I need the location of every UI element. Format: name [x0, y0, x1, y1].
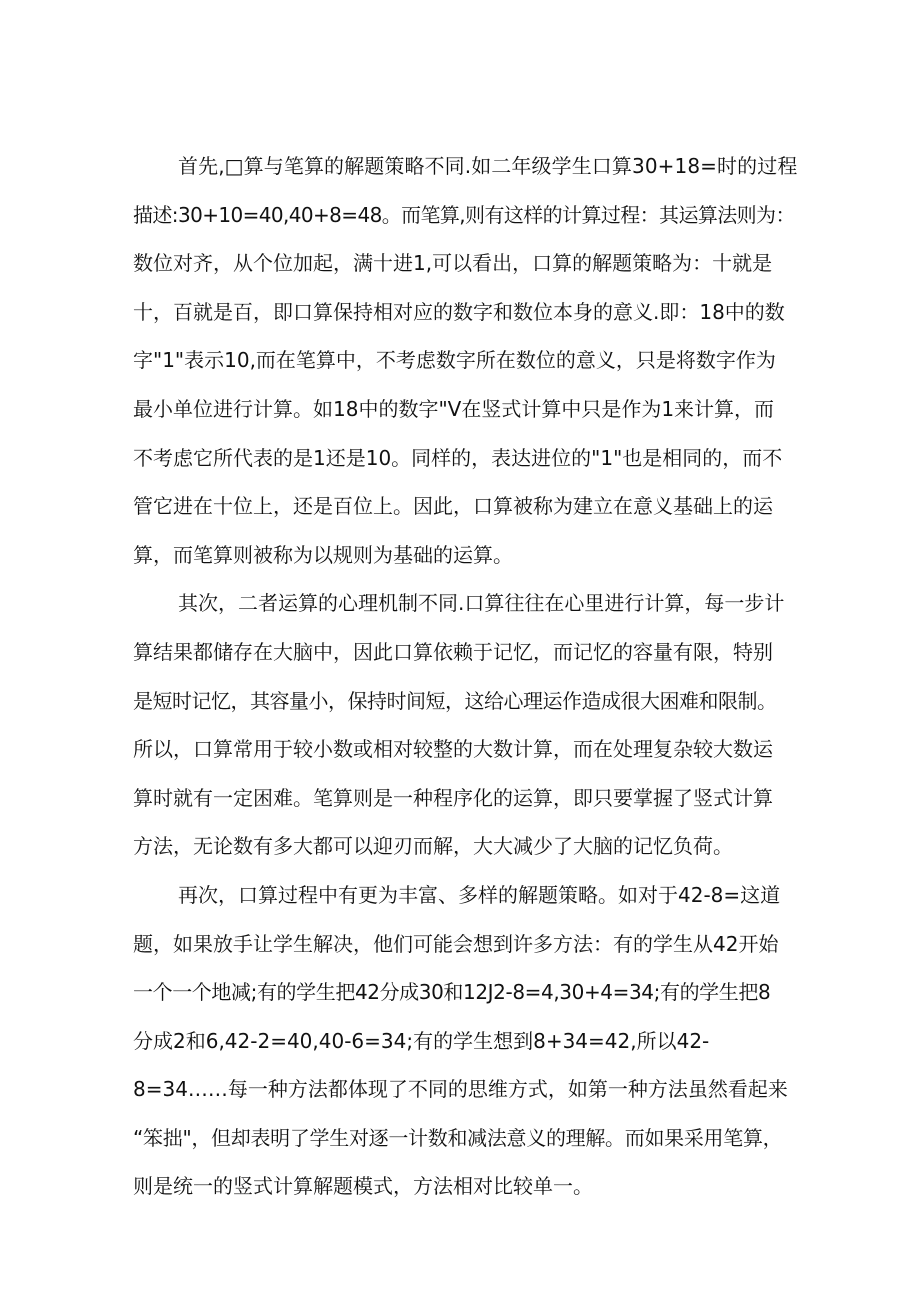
text-line: “笨拙"，但却表明了学生对逐一计数和减法意义的理解。而如果采用笔算， — [133, 1125, 783, 1150]
text-line: 十，百就是百，即口算保持相对应的数字和数位本身的意义.即：18中的数 — [133, 299, 785, 324]
document-body — [133, 142, 798, 1211]
text-line: 算时就有一定困难。笔算则是一种程序化的运算，即只要掌握了竖式计算 — [133, 785, 773, 810]
text-line: 描述:30+10=40,40+8=48。而笔算,则有这样的计算过程：其运算法则为： — [133, 202, 795, 227]
text-line: 再次，口算过程中有更为丰富、多样的解题策略。如对于42-8=这道 — [178, 882, 781, 907]
text-line: 分成2和6,42-2=40,40-6=34;有的学生想到8+34=42,所以42- — [133, 1028, 710, 1053]
text-line: 首先,□算与笔算的解题策略不同.如二年级学生口算30+18=时的过程 — [178, 154, 798, 178]
text-line: 管它进在十位上，还是百位上。因此，口算被称为建立在意义基础上的运 — [133, 494, 773, 519]
text-line: 一个一个地减;有的学生把42分成30和12J2-8=4,30+4=34;有的学生把8 — [133, 980, 771, 1005]
text-line: 则是统一的竖式计算解题模式，方法相对比较单一。 — [133, 1174, 593, 1199]
text-line: 最小单位进行计算。如18中的数字"V在竖式计算中只是作为1来计算，而 — [133, 396, 775, 421]
paragraph-2 — [133, 579, 793, 871]
text-line: 是短时记忆，其容量小，保持时间短，这给心理运作造成很大困难和限制。 — [133, 688, 777, 713]
paragraph-3 — [133, 871, 793, 1211]
text-line: 其次，二者运算的心理机制不同.口算往往在心里进行计算，每一步计 — [178, 591, 785, 616]
text-line: 所以，口算常用于较小数或相对较整的大数计算，而在处理复杂较大数运 — [133, 737, 773, 762]
text-line: 题，如果放手让学生解决，他们可能会想到许多方法：有的学生从42开始 — [133, 931, 779, 956]
text-line: 方法，无论数有多大都可以迎刃而解，大大减少了大脑的记忆负荷。 — [133, 834, 733, 859]
text-line: 算结果都储存在大脑中，因此口算依赖于记忆，而记忆的容量有限，特别 — [133, 639, 773, 664]
paragraph-1 — [133, 142, 798, 579]
text-line: 数位对齐，从个位加起，满十进1,可以看出，口算的解题策略为：十就是 — [133, 251, 773, 276]
text-line: 字"1"表示10,而在笔算中，不考虑数字所在数位的意义，只是将数字作为 — [133, 348, 776, 373]
text-line: 8=34……每一种方法都体现了不同的思维方式，如第一种方法虽然看起来 — [133, 1077, 788, 1102]
text-line: 算，而笔算则被称为以规则为基础的运算。 — [133, 542, 513, 567]
text-line: 不考虑它所代表的是1还是10。同样的，表达进位的"1"也是相同的，而不 — [133, 445, 783, 470]
